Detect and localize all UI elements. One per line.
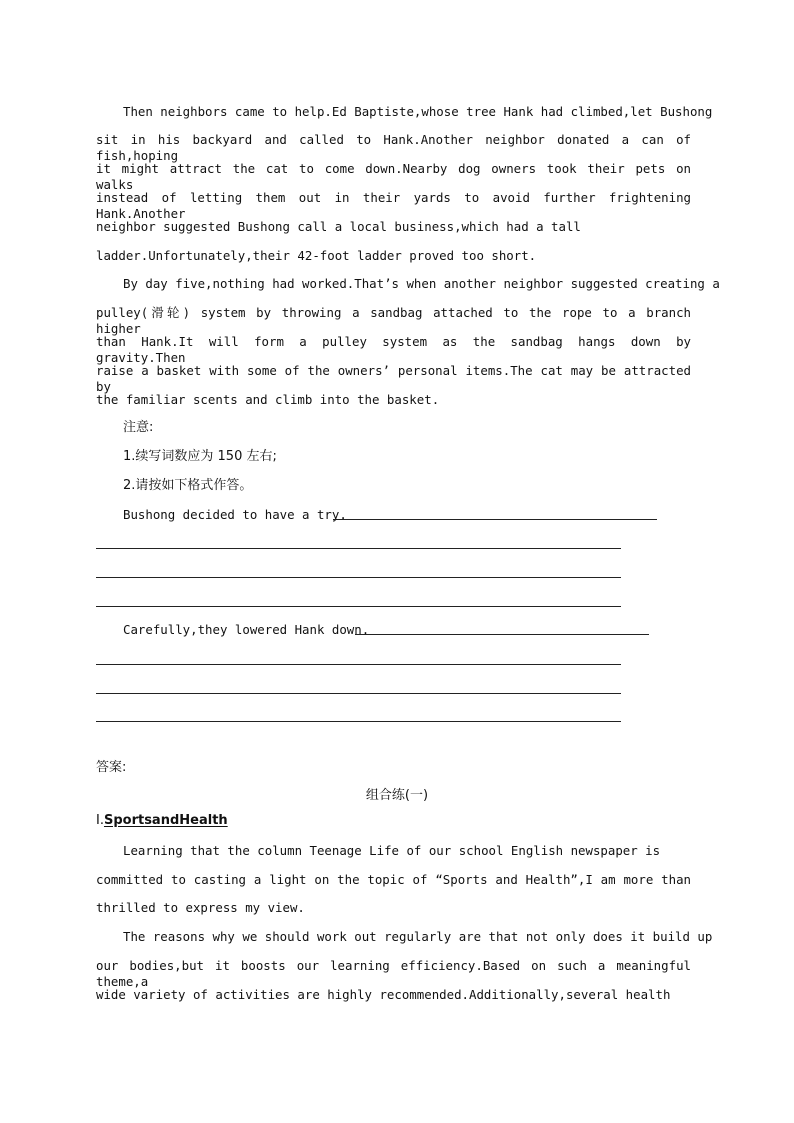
- answer-p1-line-2: committed to casting a light on the topic of “Sports and Health”,I am more than: [96, 872, 691, 887]
- passage-p2-line-4: raise a basket with some of the owners’ personal items.The cat may be attracted by: [96, 363, 691, 394]
- passage-p2-line-5: the familiar scents and climb into the basket.: [96, 392, 440, 407]
- answers-title: 组合练(一): [365, 788, 429, 803]
- answer-line-inline-2[interactable]: [355, 634, 649, 635]
- section-title: SportsandHealth: [103, 813, 228, 828]
- passage-p1-line-6: ladder.Unfortunately,their 42-foot ladder proved too short.: [96, 248, 537, 263]
- writing-prompt-2: Carefully,they lowered Hank down.: [123, 622, 370, 637]
- passage-p2-line-3: than Hank.It will form a pulley system as the sandbag hangs down by gravity.Then: [96, 334, 691, 365]
- notes-heading: 注意:: [123, 420, 154, 435]
- section-numeral: Ⅰ.: [96, 813, 104, 828]
- answer-p2-line-2: our bodies,but it boosts our learning efficiency.Based on such a meaningful theme,a: [96, 958, 691, 989]
- passage-p1-line-1: Then neighbors came to help.Ed Baptiste,whose tree Hank had climbed,let Bushong: [123, 104, 713, 119]
- passage-p1-line-3: it might attract the cat to come down.Nearby dog owners took their pets on walks: [96, 161, 691, 192]
- answer-p1-line-1: Learning that the column Teenage Life of our school English newspaper is: [123, 843, 661, 858]
- answer-line[interactable]: [96, 664, 621, 665]
- passage-p2-line-1: By day five,nothing had worked.That’s when another neighbor suggested creating a: [123, 276, 720, 291]
- answer-line-inline-1[interactable]: [333, 519, 657, 520]
- answer-p2-line-1: The reasons why we should work out regularly are that not only does it build up: [123, 929, 713, 944]
- passage-p2-line-2: pulley(滑轮) system by throwing a sandbag attached to the rope to a branch higher: [96, 305, 691, 336]
- answer-line[interactable]: [96, 548, 621, 549]
- passage-p1-line-2: sit in his backyard and called to Hank.Another neighbor donated a can of fish,hoping: [96, 132, 691, 163]
- writing-prompt-1: Bushong decided to have a try.: [123, 507, 347, 522]
- passage-p1-line-4: instead of letting them out in their yards to avoid further frightening Hank.Another: [96, 190, 691, 221]
- answer-line[interactable]: [96, 721, 621, 722]
- answer-line[interactable]: [96, 693, 621, 694]
- answers-section-heading: [96, 813, 238, 828]
- answer-line[interactable]: [96, 606, 621, 607]
- notes-item-1: 1.续写词数应为 150 左右;: [123, 449, 277, 464]
- answer-line[interactable]: [96, 577, 621, 578]
- answer-p1-line-3: thrilled to express my view.: [96, 900, 305, 915]
- answers-label: 答案:: [96, 760, 127, 775]
- answer-p2-line-3: wide variety of activities are highly recommended.Additionally,several health: [96, 987, 671, 1002]
- passage-p1-line-5: neighbor suggested Bushong call a local business,which had a tall: [96, 219, 581, 234]
- notes-item-2: 2.请按如下格式作答。: [123, 478, 253, 493]
